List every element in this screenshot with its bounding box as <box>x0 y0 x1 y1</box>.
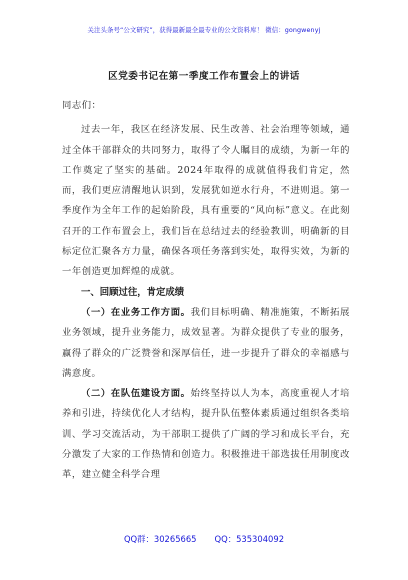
intro-paragraph: 过去一年，我区在经济发展、民生改善、社会治理等领域，通过全体干部群众的共同努力，取得了令人瞩目的成绩，为新一年的工作奠定了坚实的基础。2024年取得的成就值得我们肯定，然而，我们更应清醒地认识到，发展犹如逆水行舟，不进则退。第一季度作为全年工作的起始阶段，具有重要的“风向标”意义。在此刻召开的工作布置会上，我们旨在总结过去的经验教训，明确新的目标定位汇聚各方力量，确保各项任务落到实处，取得实效，为新的一年创造更加辉煌的成就。 <box>62 124 350 278</box>
document-title: 区党委书记在第一季度工作布置会上的讲话 <box>108 71 300 82</box>
document-body <box>62 96 350 486</box>
promo-banner: 关注头条号“公文研究”，获得最新最全最专业的公文资料库！ 微信：gongwenyj <box>87 26 321 34</box>
greeting: 同志们： <box>62 100 102 111</box>
item-lead-2: （二）在队伍建设方面。 <box>81 388 191 400</box>
item-lead-1: （一）在业务工作方面。 <box>81 306 191 318</box>
qq-text: QQ：535304092 <box>214 534 285 544</box>
item-text-2: 始终坚持以人为本，高度重视人才培养和引进，持续优化人才结构，提升队伍整体素质通过组织各类培训、学习交流活动，为干部职工提供了广阔的学习和成长平台，充分激发了大家的工作热情和创造力。积极推进干部选拔任用制度改革，建立健全科学合理 <box>62 388 350 481</box>
footer-contact <box>0 533 408 545</box>
item-paragraph-2 <box>62 384 350 485</box>
item-text-1: 我们目标明确、精准施策，不断拓展业务领域，提升业务能力，成效显著。为群众提供了专业的服务，赢得了群众的广泛赞誉和深厚信任，进一步提升了群众的幸福感与满意度。 <box>62 306 350 379</box>
item-paragraph-1 <box>62 303 350 384</box>
qq-group-text: QQ群：30265665 <box>123 534 197 544</box>
section-heading: 一、回顾过往，肯定成绩 <box>81 286 185 298</box>
